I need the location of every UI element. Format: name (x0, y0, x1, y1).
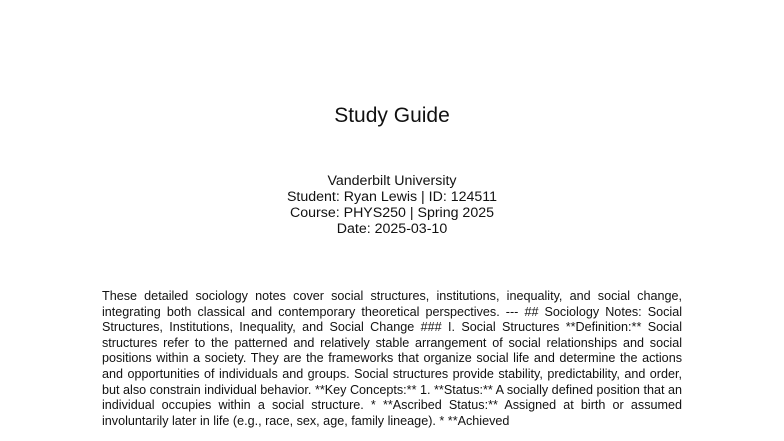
student-line: Student: Ryan Lewis | ID: 124511 (286, 189, 498, 205)
date-line: Date: 2025-03-10 (336, 221, 448, 237)
document-meta (0, 173, 784, 237)
course-line: Course: PHYS250 | Spring 2025 (289, 205, 494, 221)
document-title: Study Guide (334, 104, 450, 127)
institution-line: Vanderbilt University (327, 173, 457, 189)
document-body: These detailed sociology notes cover social structures, institutions, inequality, and social change, integrating both classical and contemporary theoretical perspectives. --- ## Sociology Notes: Social Structures, Institutions, Inequality, and Social Change ### I. Social Structures **Definition:** Social structures refer to the patterned and relatively stable arrangement of social relationships and social positions within a society. They are the frameworks that organize social life and determine the actions and opportunities of individuals and groups. Social structures provide stability, predictability, and order, but also constrain individual behavior. **Key Concepts:** 1. **Status:** A socially defined position that an individual occupies within a social structure. * **Ascribed Status:** Assigned at birth or assumed involuntarily later in life (e.g., race, sex, age, family lineage). * **Achieved (102, 289, 682, 428)
